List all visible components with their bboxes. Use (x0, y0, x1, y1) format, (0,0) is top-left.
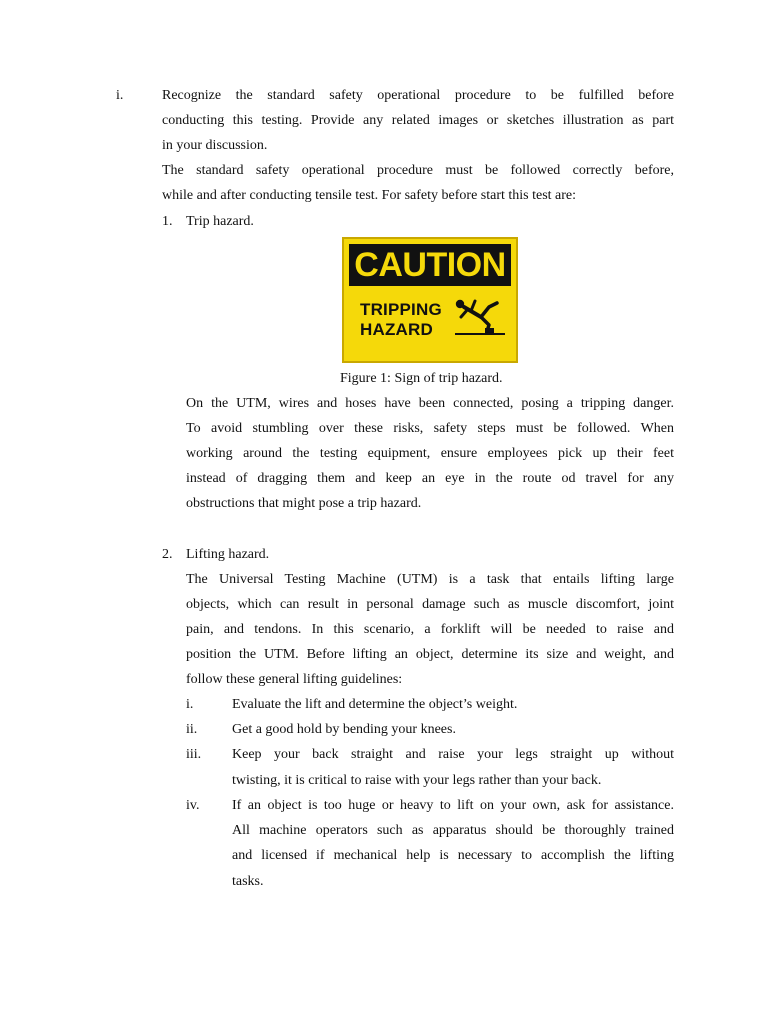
guideline-line: Get a good hold by bending your knees. (232, 722, 456, 737)
caution-sign-image (342, 237, 518, 363)
guideline-line: All machine operators such as apparatus should be thoroughly trained (232, 823, 674, 838)
item2-line: position the UTM. Before lifting an object, determine its size and weight, and (186, 647, 674, 662)
item2-line: The Universal Testing Machine (UTM) is a task that entails lifting large (186, 572, 674, 587)
tripping-person-icon (451, 295, 507, 339)
item1-number: 1. (162, 214, 173, 229)
question-marker: i. (116, 88, 124, 103)
guideline-line: Keep your back straight and raise your legs straight up without (232, 747, 674, 762)
item2-line: follow these general lifting guidelines: (186, 672, 403, 687)
item1-body-line: To avoid stumbling over these risks, safety steps must be followed. When (186, 421, 674, 436)
item1-body-line: instead of dragging them and keep an eye in the route od travel for any (186, 471, 674, 486)
item2-line: objects, which can result in personal damage such as muscle discomfort, joint (186, 597, 674, 612)
guideline-line: If an object is too huge or heavy to lift on your own, ask for assistance. (232, 798, 674, 813)
figure-caption: Figure 1: Sign of trip hazard. (340, 371, 503, 386)
sign-line-tripping: TRIPPING (360, 300, 442, 319)
item1-body-line: On the UTM, wires and hoses have been connected, posing a tripping danger. (186, 396, 674, 411)
question-line: in your discussion. (162, 138, 268, 153)
sign-line-hazard: HAZARD (360, 320, 433, 339)
item1-body-line: working around the testing equipment, ensure employees pick up their feet (186, 446, 674, 461)
item1-body-line: obstructions that might pose a trip hazard. (186, 496, 422, 511)
item2-line: pain, and tendons. In this scenario, a forklift will be needed to raise and (186, 622, 674, 637)
guideline-line: and licensed if mechanical help is necessary to accomplish the lifting (232, 848, 674, 863)
guideline-line: tasks. (232, 874, 264, 889)
item2-title: Lifting hazard. (186, 547, 270, 562)
guideline-marker: i. (186, 697, 194, 712)
item1-title: Trip hazard. (186, 214, 254, 229)
sign-header: CAUTION (349, 244, 511, 286)
guideline-marker: iii. (186, 747, 202, 762)
question-line: Recognize the standard safety operational procedure to be fulfilled before (162, 88, 674, 103)
intro-line: The standard safety operational procedure must be followed correctly before, (162, 163, 674, 178)
question-line: conducting this testing. Provide any related images or sketches illustration as part (162, 113, 674, 128)
item2-number: 2. (162, 547, 173, 562)
guideline-line: Evaluate the lift and determine the object’s weight. (232, 697, 518, 712)
guideline-line: twisting, it is critical to raise with your legs rather than your back. (232, 773, 602, 788)
guideline-marker: iv. (186, 798, 200, 813)
intro-line: while and after conducting tensile test. For safety before start this test are: (162, 188, 577, 203)
guideline-marker: ii. (186, 722, 198, 737)
